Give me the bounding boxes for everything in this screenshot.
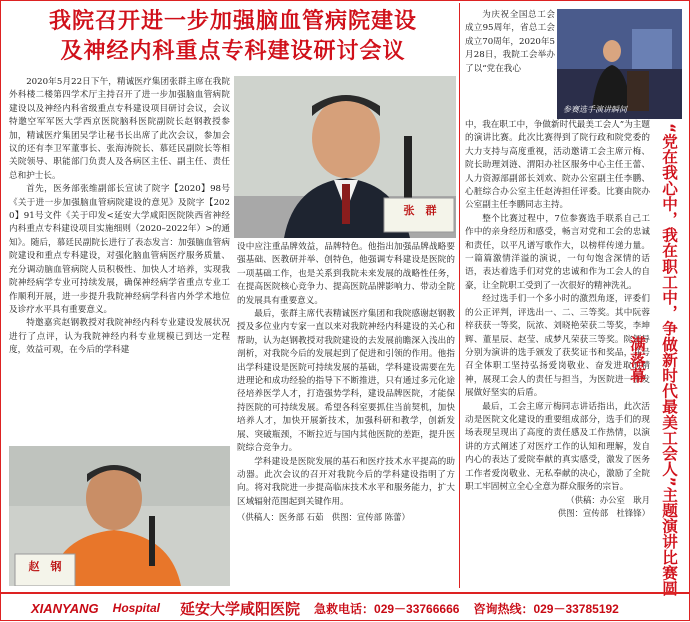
- paragraph: 中，我在职工中，争做新时代最美工会人”为主题的演讲比赛。此次比赛得到了院行政和院党委的大力支持与高度重视，活动邀请工会主席亓梅、院长助理刘涟、渭阳办社区服务中心主任王蕾、人力资源部副部长刘欢、院办公室副主任李鹏、心脏综合办公室主任赵涛担任评委。比赛由院办公室副主任李鹏同志主持。: [465, 120, 650, 211]
- photo-credit: （供稿人：医务部 石茹 供图：宣传部 陈蕾）: [237, 512, 410, 523]
- vertical-banner: “党在我心中，我在职工中，争做新时代最美工会人”主题演讲比赛圆满落幕: [628, 122, 678, 596]
- footer-english: XIANYANG: [31, 600, 99, 616]
- article2-body: [465, 119, 650, 520]
- paragraph: 最后，张群主席代表精诚医疗集团和我院感谢赵钢教授及多位业内专家一直以来对我院神经内科建设的关心和帮助，认为赵钢教授对我院建设的去发展前瞻深入浅出的剖析，对我院今后的发展起到了促进和引领的作用。他指出学科建设是医院可持续发展的基础，学科建设需要在先进理论和成功经验的指导下不断推进，只有通过多元化途径培养医学人才，打造强势学科，建设品牌医院，才能保持医院的可持续发展。希望各科室要抓住当前契机，加快培养人才，加快开展新技术，加强科研和教学，创新发展、突破瓶颈，不断拉近与国内其他医院的差距，提升医院综合竞争力。: [237, 309, 455, 454]
- paragraph: 设中应注重品牌效益，品牌特色。他指出加强品牌战略要强基础、医教研并举、创特色，他强调专科建设是医院的一项基础工作，也是关系到我院未来发展的战略性任务，在提高医院核心竞争力、提高医院品牌影响力、带动全院的发展具有重要意义。: [237, 242, 455, 306]
- footer-consult-phone: 咨询热线：029－33785192: [473, 601, 619, 616]
- headline-line2: 及神经内科重点专科建设研讨会议: [60, 39, 406, 64]
- paragraph: 2020年5月22日下午，精诚医疗集团张群主席在我院外科楼二楼第四学术厅主持召开了进一步加强脑血管病院建设以及神经内科省级重点专科建设项目研讨会议，会议特邀空军军医大学西京医院脑科医院副院长赵钢教授参加，精诚医疗集团吴学让秘书长出席了此次会议，参加会议的还有李卫军董事长、张海涛院长、慕廷民副院长等相关院领导、职能部门负责人及各病区主任、副主任、责任总和护士长。: [9, 77, 230, 181]
- headline-line1: 我院召开进一步加强脑血管病院建设: [48, 9, 417, 34]
- photo-caption: 参赛选手演讲瞬间: [563, 105, 627, 114]
- article2-intro: 为庆祝全国总工会成立95周年，省总工会成立70周年，2020年5月28日，我院工会举办了以“党在我心: [465, 10, 555, 74]
- paragraph: 整个比赛过程中，7位参赛选手联系自己工作中的亲身经历和感受，畅言对党和工会的忠诚和责任，以平凡谱写歌作大，以榜样传递力量。一篇篇激情洋溢的演说，一句句饱含深情的话语，表达着选手们对党的忠诚和作为工会人的自豪，让全院职工受到了一次很好的精神洗礼。: [465, 213, 650, 291]
- footer: [1, 592, 690, 622]
- name-card: 张 群: [403, 204, 437, 217]
- column-divider: [459, 3, 460, 588]
- headline: [9, 7, 457, 67]
- speech-illustration: [557, 9, 682, 119]
- credit: 供图：宣传部 杜锋锋）: [557, 508, 650, 519]
- paragraph: 学科建设是医院发展的基石和医疗技术水平提高的助动器。此次会议的召开对我院今后的学科建设指明了方向。将对我院进一步提高临床技术水平和服务能力，扩大区域辐射范围起到关键作用。: [237, 456, 455, 507]
- photo-zhang-qun: [234, 76, 456, 238]
- credit: （供稿：办公室 耿月: [566, 495, 650, 506]
- paragraph: 特邀嘉宾赵钢教授对我院神经内科专业建设发展状况进行了点评，认为我院神经内科专业规模已到达一定程度，效益可观，在今后的学科建: [9, 318, 230, 356]
- article-col1: [9, 76, 230, 358]
- footer-emergency-phone: 急救电话：029－33766666: [314, 601, 460, 616]
- photo-speech: [557, 9, 682, 119]
- paragraph: 经过选手们一个多小时的激烈角逐，评委们的公正评判，评选出一、二、三等奖。其中阮蓉梓获获一等奖，阮浓、刘晓艳荣获二等奖，李坤辉、董星辰、赵莹、成梦凡荣获三等奖。院领导分别为演讲的选手颁发了获奖证书和奖品，并号召全体职工坚持弘扬爱岗敬业、奋发进取的精神，展现工会人的责任与担当，为医院进一步发展做好坚实的后盾。: [465, 294, 650, 399]
- paragraph: 最后，工会主席亓梅同志讲话指出，此次活动是医院文化建设的重要组成部分，选手们的现场表现呈现出了高度的责任感及工作热情，以演讲的方式阐述了对医疗工作的认知和理解，发自内心的表达了爱院奉献的真实感受，激发了医务工作者爱岗敬业、无私奉献的决心，激励了全院职工牢固树立全心全意为群众服务的宗旨。: [465, 401, 650, 492]
- photo-zhao-gang: [9, 446, 230, 586]
- footer-hospital-name: 延安大学咸阳医院: [180, 599, 301, 618]
- name-card: 赵 钢: [28, 560, 62, 573]
- footer-hospital: Hospital: [112, 601, 160, 615]
- article-col2: [237, 241, 455, 524]
- paragraph: 首先，医务部张维副部长宣读了院字【2020】98号《关于进一步加强脑血管病院建设的意见》及院字【2020】91号文件《关于印发<延安大学咸阳医院陕西省神经内科重点专科建设项目实施细则（2020–2022年）>的通知》。随后，慕廷民副院长进行了表态发言：加强脑血管病院建设和重点专科建设，对强化脑血管病医疗服务质量、充分调动脑血管病院人员积极性、加快人才培养，实现我院神经病学专业可持续发展，确保神经病学省重点专业工作顺利开展，进一步提升我院神经病学科省内外学术地位及诊疗水平具有重要意义。: [9, 184, 230, 315]
